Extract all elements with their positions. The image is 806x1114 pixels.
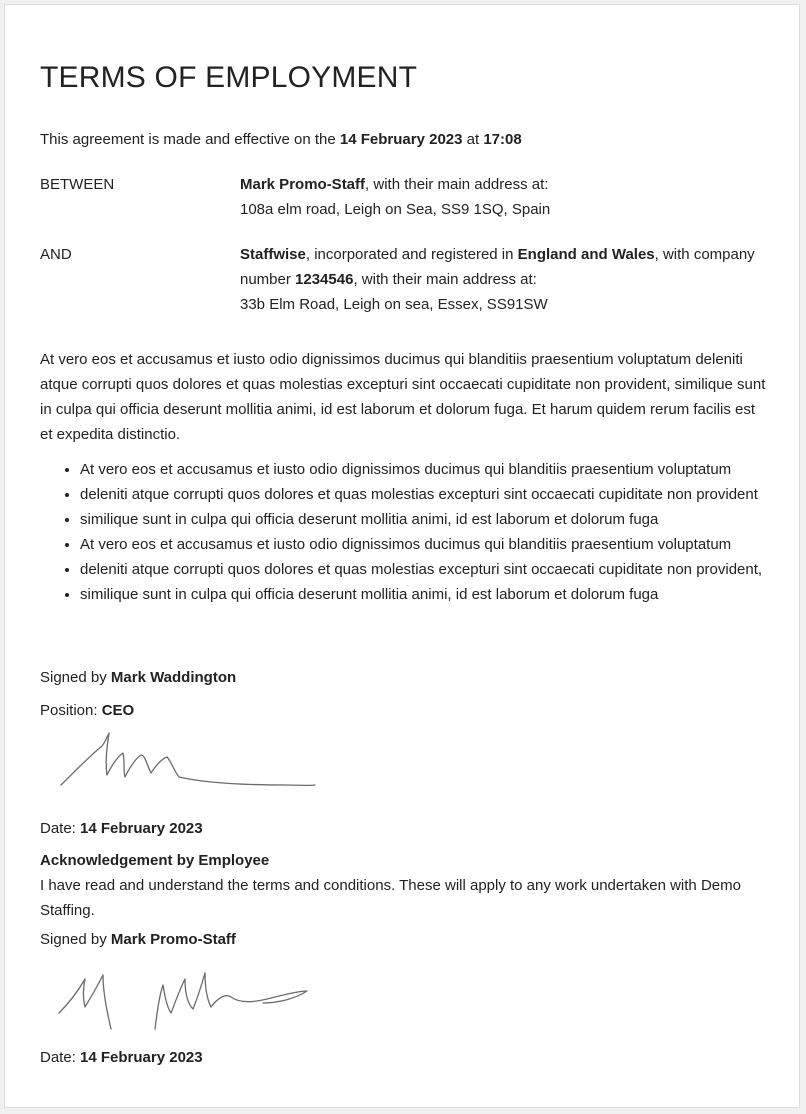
- agreement-date: 14 February 2023: [339, 131, 463, 148]
- body-paragraph: At vero eos et accusamus et iusto odio dignissimos ducimus qui blanditiis praesentium voluptatum deleniti atque corrupti quos dolores et quas molestias excepturi sint occaecati cupiditate non provident, similique sunt in culpa qui officia deserunt mollitia animi, id est laborum et dolorum fuga. Et harum quidem rerum facilis est et expedita distinctio.: [40, 351, 766, 443]
- company-number: 1234546: [295, 271, 354, 288]
- date-label: Date:: [40, 820, 76, 837]
- employer-signature-image: [55, 727, 325, 797]
- between-label: BETWEEN: [40, 176, 115, 193]
- and-details: [240, 242, 770, 317]
- signed-by-label: Signed by: [40, 669, 107, 686]
- agreement-intro: [40, 127, 522, 152]
- employee-name: Mark Promo-Staff: [240, 176, 366, 193]
- intro-at: at: [466, 131, 480, 148]
- company-name: Staffwise: [240, 246, 306, 263]
- list-item: • deleniti atque corrupti quos dolores et quas molestias excepturi sint occaecati cupiditate non provident,: [80, 557, 770, 582]
- acknowledgement-section: [40, 848, 770, 923]
- date-label: Date:: [40, 1049, 76, 1066]
- employee-signature-image: [55, 963, 325, 1037]
- acknowledgement-text: I have read and understand the terms and conditions. These will apply to any work undertaken with Demo Staffing.: [40, 877, 741, 919]
- employer-position: [40, 698, 770, 723]
- company-number-prefix: , with company number: [240, 246, 755, 288]
- company-address: 33b Elm Road, Leigh on sea, Essex, SS91SW: [240, 296, 548, 313]
- employee-signer-name: Mark Promo-Staff: [110, 931, 236, 948]
- company-address-intro: , with their main address at:: [353, 271, 537, 288]
- employee-signed-by: [40, 927, 770, 952]
- employer-signed-by: [40, 665, 770, 690]
- position-value: CEO: [101, 702, 135, 719]
- position-label: Position:: [40, 702, 98, 719]
- and-label: AND: [40, 246, 72, 263]
- list-item: • similique sunt in culpa qui officia deserunt mollitia animi, id est laborum et dolorum fuga: [80, 582, 770, 607]
- incorporated-text: , incorporated and registered in: [305, 246, 514, 263]
- employee-address: 108a elm road, Leigh on Sea, SS9 1SQ, Spain: [240, 201, 551, 218]
- list-item: • At vero eos et accusamus et iusto odio dignissimos ducimus qui blanditiis praesentium voluptatum: [80, 457, 770, 482]
- list-item: • similique sunt in culpa qui officia deserunt mollitia animi, id est laborum et dolorum fuga: [80, 507, 770, 532]
- employee-address-intro: , with their main address at:: [365, 176, 549, 193]
- list-item: • At vero eos et accusamus et iusto odio dignissimos ducimus qui blanditiis praesentium voluptatum: [80, 532, 770, 557]
- company-jurisdiction: England and Wales: [517, 246, 655, 263]
- intro-text: This agreement is made and effective on the: [40, 131, 336, 148]
- list-item: • deleniti atque corrupti quos dolores et quas molestias excepturi sint occaecati cupiditate non provident: [80, 482, 770, 507]
- between-details: [240, 172, 770, 222]
- employer-sign-date: [40, 816, 770, 841]
- employee-sign-date: [40, 1045, 770, 1070]
- signed-by-label: Signed by: [40, 931, 107, 948]
- terms-list: [40, 457, 770, 607]
- acknowledgement-heading: Acknowledgement by Employee: [40, 852, 270, 869]
- employer-date-value: 14 February 2023: [80, 820, 203, 837]
- employer-signer-name: Mark Waddington: [110, 669, 237, 686]
- agreement-time: 17:08: [483, 131, 522, 148]
- page-title: TERMS OF EMPLOYMENT: [40, 61, 418, 94]
- document-page: [4, 4, 800, 1108]
- employee-date-value: 14 February 2023: [80, 1049, 203, 1066]
